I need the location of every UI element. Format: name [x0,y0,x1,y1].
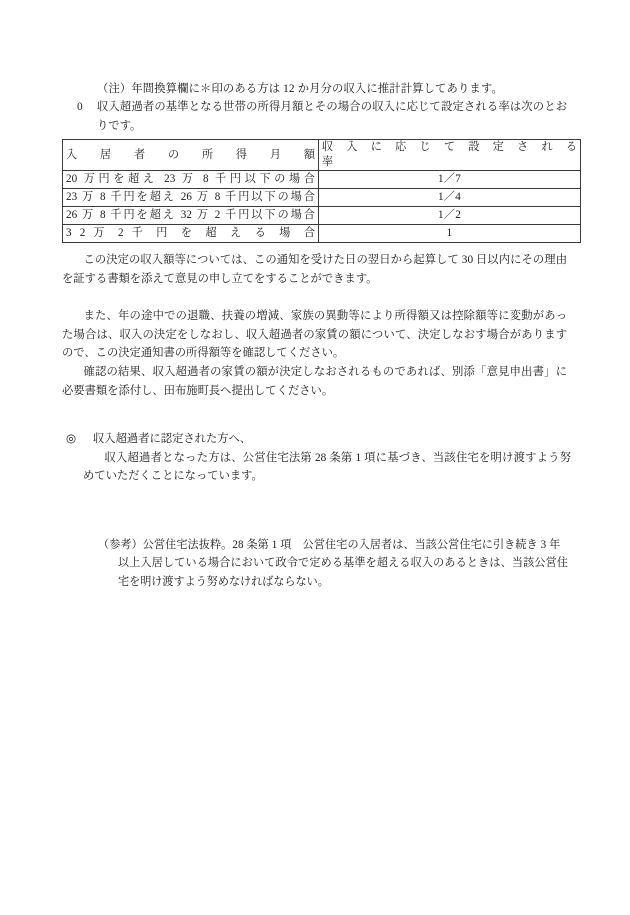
income-rate-table [62,139,589,243]
table-cell-rate: 1／7 [319,171,581,189]
double-circle-icon: ◎ [66,432,77,445]
paragraph-change-text: また、年の途中での退職、扶養の増減、家族の異動等により所得額又は控除額等に変動があった場合は、収入の決定をしなおし、収入超過者の家賃の額について、決定しなおす場合がありますので、この決定通知書の所得額等を確認してください。 [62,310,567,360]
table-row [63,225,581,243]
paragraph-change [62,307,567,363]
table-cell-rate: 1／4 [319,189,581,207]
annotation-note-line: （注）年間換算欄に＊印のある方は 12 か月分の収入に推計計算してあります。 [97,83,503,95]
clause-marker: 0 [77,101,83,113]
notice-section-body-text: 収入超過者となった方は、公営住宅法第 28 条第 1 項に基づき、当該住宅を明け渡すよう努めていただくことになっています。 [83,451,571,483]
paragraph-confirm [62,363,567,400]
table-cell-bracket: 26 万 8 千円を超え 32 万 2 千円以下の場合 [63,207,319,225]
table-row [63,171,581,189]
notice-section-heading: 収入超過者に認定された方へ、 [93,433,252,445]
table-header-row [63,140,581,171]
paragraph-confirm-text: 確認の結果、収入超過者の家賃の額が決定しなおされるものであれば、別添「意見申出書」に必要書類を添付し、田布施町長へ提出してください。 [62,366,567,397]
notice-section-body [83,449,571,486]
table-row [63,207,581,225]
table-cell-rate: 1 [319,225,581,243]
table-cell-bracket: 23 万 8 千円を超え 26 万 8 千円以下の場合 [63,189,319,207]
reference-rest [118,554,568,591]
reference-rest-text: 以上入居している場合において政令で定める基準を超える収入のあるときは、当該公営住宅を明け渡すよう努めなければならない。 [118,557,568,588]
table-cell-rate: 1／2 [319,207,581,225]
table-header-bracket: 入 居 者 の 所 得 月 額 [63,140,319,171]
table-row [63,189,581,207]
reference-first-line: （参考）公営住宅法抜粋。28 条第 1 項 公営住宅の入居者は、当該公営住宅に引き続き 3 年 [98,539,561,551]
clause-text [97,98,567,135]
paragraph-appeal [62,251,567,288]
table-cell-bracket: 20 万円を超え 23 万 8 千円以下の場合 [63,171,319,189]
clause-paragraph: 収入超過者の基準となる世帯の所得月額とその場合の収入に応じて設定される率は次のとおりです。 [97,101,567,132]
reference-block [98,536,568,591]
table-header-rate: 収 入 に 応 じ て 設 定 さ れ る 率 [319,140,581,171]
table-cell-bracket: 3 2 万 2 千 円 を 超 え る 場 合 [63,225,319,243]
paragraph-appeal-text: この決定の収入額等については、この通知を受けた日の翌日から起算して 30 日以内にその理由を証する書類を添えて意見の申し立てをすることができます。 [62,254,567,285]
